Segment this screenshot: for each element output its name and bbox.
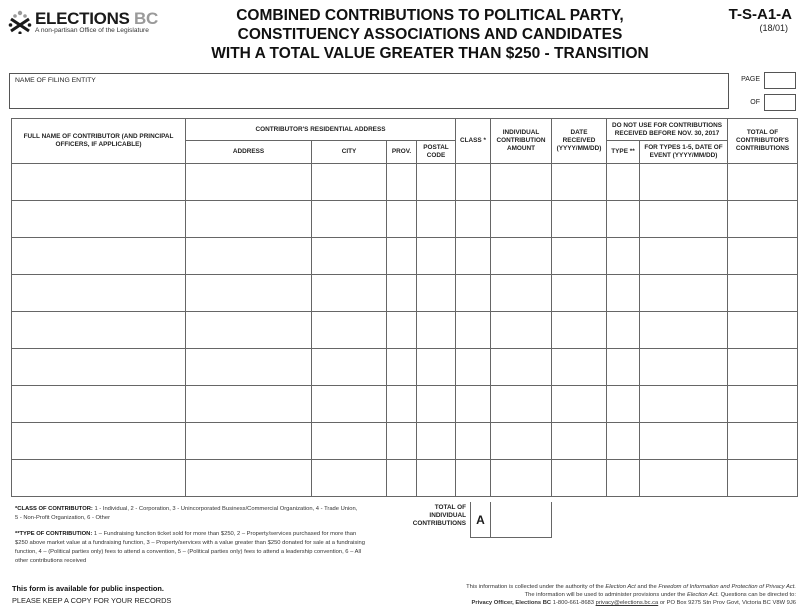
col-header-address: ADDRESS bbox=[186, 141, 312, 164]
table-row bbox=[12, 460, 798, 497]
cell-city[interactable] bbox=[312, 460, 387, 497]
cell-postal-code[interactable] bbox=[417, 201, 456, 238]
table-row bbox=[12, 238, 798, 275]
cell-prov[interactable] bbox=[387, 275, 417, 312]
cell-postal-code[interactable] bbox=[417, 423, 456, 460]
cell-total[interactable] bbox=[728, 460, 798, 497]
cell-postal-code[interactable] bbox=[417, 238, 456, 275]
cell-type[interactable] bbox=[607, 386, 640, 423]
cell-date-received[interactable] bbox=[552, 238, 607, 275]
cell-class[interactable] bbox=[456, 312, 491, 349]
cell-postal-code[interactable] bbox=[417, 386, 456, 423]
col-header-date-received: DATE RECEIVED (YYYY/MM/DD) bbox=[552, 119, 607, 164]
contributions-table bbox=[11, 118, 798, 497]
keep-copy-notice: PLEASE KEEP A COPY FOR YOUR RECORDS bbox=[12, 596, 172, 605]
cell-address[interactable] bbox=[186, 460, 312, 497]
cell-total[interactable] bbox=[728, 164, 798, 201]
col-header-amount: INDIVIDUAL CONTRIBUTION AMOUNT bbox=[491, 119, 552, 164]
cell-class[interactable] bbox=[456, 238, 491, 275]
cell-date-received[interactable] bbox=[552, 312, 607, 349]
filing-entity-label: NAME OF FILING ENTITY bbox=[15, 77, 96, 84]
cell-class[interactable] bbox=[456, 164, 491, 201]
col-header-class: CLASS * bbox=[456, 119, 491, 164]
total-individual-contributions-field[interactable] bbox=[490, 502, 552, 538]
cell-prov[interactable] bbox=[387, 460, 417, 497]
filing-entity-field[interactable] bbox=[9, 73, 729, 109]
table-row bbox=[12, 423, 798, 460]
cell-prov[interactable] bbox=[387, 423, 417, 460]
table-row bbox=[12, 312, 798, 349]
cell-address[interactable] bbox=[186, 275, 312, 312]
cell-date-received[interactable] bbox=[552, 386, 607, 423]
cell-event-date[interactable] bbox=[640, 201, 728, 238]
elections-bc-logo bbox=[8, 8, 208, 38]
cell-type[interactable] bbox=[607, 238, 640, 275]
table-row bbox=[12, 386, 798, 423]
cell-prov[interactable] bbox=[387, 349, 417, 386]
cell-address[interactable] bbox=[186, 349, 312, 386]
cell-full-name[interactable] bbox=[12, 423, 186, 460]
total-marker-a: A bbox=[470, 502, 491, 538]
cell-total[interactable] bbox=[728, 423, 798, 460]
cell-event-date[interactable] bbox=[640, 164, 728, 201]
col-header-event-date: FOR TYPES 1-5, DATE OF EVENT (YYYY/MM/DD) bbox=[640, 141, 728, 164]
cell-amount[interactable] bbox=[491, 460, 552, 497]
col-header-do-not-use-group: DO NOT USE FOR CONTRIBUTIONS RECEIVED BEFORE NOV. 30, 2017 bbox=[607, 119, 728, 141]
cell-address[interactable] bbox=[186, 386, 312, 423]
page-number-field[interactable] bbox=[764, 72, 796, 89]
cell-full-name[interactable] bbox=[12, 349, 186, 386]
cell-address[interactable] bbox=[186, 423, 312, 460]
cell-event-date[interactable] bbox=[640, 386, 728, 423]
privacy-phone: 1-800-661-8683 bbox=[551, 600, 596, 606]
cell-full-name[interactable] bbox=[12, 275, 186, 312]
col-header-full-name: FULL NAME OF CONTRIBUTOR (AND PRINCIPAL OFFICERS, IF APPLICABLE) bbox=[12, 119, 186, 164]
table-row bbox=[12, 275, 798, 312]
cell-date-received[interactable] bbox=[552, 349, 607, 386]
cell-date-received[interactable] bbox=[552, 201, 607, 238]
cell-address[interactable] bbox=[186, 164, 312, 201]
logo-wordmark: ELECTIONS BC bbox=[35, 9, 158, 28]
total-individual-contributions-label: TOTAL OF INDIVIDUAL CONTRIBUTIONS bbox=[412, 504, 466, 527]
cell-class[interactable] bbox=[456, 349, 491, 386]
cell-full-name[interactable] bbox=[12, 460, 186, 497]
cell-event-date[interactable] bbox=[640, 423, 728, 460]
col-header-prov: PROV. bbox=[387, 141, 417, 164]
type-of-contribution-note bbox=[15, 530, 370, 566]
class-note-text: 1 - Individual, 2 - Corporation, 3 - Unincorporated Business/Commercial Organization, 4 - Trade Union, 5 - Non-Profit Organization, 6 - Other bbox=[15, 506, 358, 521]
cell-postal-code[interactable] bbox=[417, 312, 456, 349]
cell-class[interactable] bbox=[456, 423, 491, 460]
cell-prov[interactable] bbox=[387, 164, 417, 201]
cell-city[interactable] bbox=[312, 164, 387, 201]
form-title-line-3: WITH A TOTAL VALUE GREATER THAN $250 - TRANSITION bbox=[211, 45, 649, 62]
cell-event-date[interactable] bbox=[640, 460, 728, 497]
cell-city[interactable] bbox=[312, 349, 387, 386]
cell-amount[interactable] bbox=[491, 201, 552, 238]
cell-postal-code[interactable] bbox=[417, 349, 456, 386]
form-title-line-2: CONSTITUENCY ASSOCIATIONS AND CANDIDATES bbox=[237, 26, 623, 43]
cell-address[interactable] bbox=[186, 238, 312, 275]
cell-amount[interactable] bbox=[491, 312, 552, 349]
cell-address[interactable] bbox=[186, 201, 312, 238]
cell-prov[interactable] bbox=[387, 201, 417, 238]
cell-date-received[interactable] bbox=[552, 423, 607, 460]
privacy-notice bbox=[466, 583, 796, 607]
cell-class[interactable] bbox=[456, 460, 491, 497]
cell-type[interactable] bbox=[607, 423, 640, 460]
cell-amount[interactable] bbox=[491, 275, 552, 312]
cell-type[interactable] bbox=[607, 349, 640, 386]
of-label: OF bbox=[750, 99, 760, 106]
cell-city[interactable] bbox=[312, 312, 387, 349]
cell-prov[interactable] bbox=[387, 238, 417, 275]
cell-type[interactable] bbox=[607, 201, 640, 238]
privacy-line-3 bbox=[466, 599, 796, 607]
privacy-line-2: The information will be used to administer provisions under the Election Act. Questions can be directed to: bbox=[524, 592, 796, 598]
col-header-total: TOTAL OF CONTRIBUTOR'S CONTRIBUTIONS bbox=[728, 119, 798, 164]
cell-postal-code[interactable] bbox=[417, 275, 456, 312]
form-version: (18/01) bbox=[759, 23, 788, 33]
cell-full-name[interactable] bbox=[12, 238, 186, 275]
type-note-title: **TYPE OF CONTRIBUTION: bbox=[15, 531, 93, 537]
form-title bbox=[210, 6, 650, 63]
cell-city[interactable] bbox=[312, 238, 387, 275]
cell-prov[interactable] bbox=[387, 386, 417, 423]
cell-date-received[interactable] bbox=[552, 460, 607, 497]
cell-event-date[interactable] bbox=[640, 349, 728, 386]
cell-class[interactable] bbox=[456, 275, 491, 312]
cell-postal-code[interactable] bbox=[417, 460, 456, 497]
elections-bc-emblem-icon bbox=[8, 10, 32, 34]
cell-full-name[interactable] bbox=[12, 164, 186, 201]
cell-type[interactable] bbox=[607, 460, 640, 497]
col-header-city: CITY bbox=[312, 141, 387, 164]
page-total-field[interactable] bbox=[764, 94, 796, 111]
cell-total[interactable] bbox=[728, 201, 798, 238]
cell-prov[interactable] bbox=[387, 312, 417, 349]
cell-amount[interactable] bbox=[491, 423, 552, 460]
col-header-address-group: CONTRIBUTOR'S RESIDENTIAL ADDRESS bbox=[186, 119, 456, 141]
col-header-postal-code: POSTAL CODE bbox=[417, 141, 456, 164]
cell-amount[interactable] bbox=[491, 386, 552, 423]
cell-city[interactable] bbox=[312, 275, 387, 312]
cell-total[interactable] bbox=[728, 275, 798, 312]
privacy-officer-label: Privacy Officer, Elections BC bbox=[471, 600, 552, 606]
privacy-email-link[interactable]: privacy@elections.bc.ca bbox=[595, 600, 659, 606]
cell-event-date[interactable] bbox=[640, 312, 728, 349]
cell-class[interactable] bbox=[456, 201, 491, 238]
logo-tagline: A non-partisan Office of the Legislature bbox=[35, 27, 149, 34]
cell-city[interactable] bbox=[312, 423, 387, 460]
cell-event-date[interactable] bbox=[640, 238, 728, 275]
cell-class[interactable] bbox=[456, 386, 491, 423]
cell-address[interactable] bbox=[186, 312, 312, 349]
form-number: T-S-A1-A bbox=[728, 6, 792, 23]
cell-total[interactable] bbox=[728, 349, 798, 386]
table-row bbox=[12, 201, 798, 238]
cell-full-name[interactable] bbox=[12, 201, 186, 238]
page-label: PAGE bbox=[741, 76, 760, 83]
cell-city[interactable] bbox=[312, 386, 387, 423]
cell-amount[interactable] bbox=[491, 164, 552, 201]
cell-total[interactable] bbox=[728, 312, 798, 349]
cell-type[interactable] bbox=[607, 164, 640, 201]
privacy-line-1: This information is collected under the authority of the Election Act and the Freedom of Information and Protection of Privacy Act. bbox=[466, 584, 796, 590]
cell-full-name[interactable] bbox=[12, 386, 186, 423]
class-note-title: *CLASS OF CONTRIBUTOR: bbox=[15, 506, 93, 512]
public-inspection-notice: This form is available for public inspection. bbox=[12, 584, 164, 593]
cell-amount[interactable] bbox=[491, 238, 552, 275]
cell-type[interactable] bbox=[607, 275, 640, 312]
table-row bbox=[12, 349, 798, 386]
cell-postal-code[interactable] bbox=[417, 164, 456, 201]
cell-type[interactable] bbox=[607, 312, 640, 349]
cell-event-date[interactable] bbox=[640, 275, 728, 312]
class-of-contributor-note bbox=[15, 505, 360, 523]
col-header-type: TYPE ** bbox=[607, 141, 640, 164]
cell-total[interactable] bbox=[728, 386, 798, 423]
type-note-text: 1 – Fundraising function ticket sold for more than $250, 2 – Property/services purchased for more than $250 above market value at a fundraising function, 3 – Property/services with a value greater than $250 donated for sale at a fundraising function, 4 – (Political parties only) fees to attend a convention, 5 – (Political parties only) fees to attend a leadership convention, 6 – All other contributions received bbox=[15, 531, 365, 564]
table-row bbox=[12, 164, 798, 201]
cell-date-received[interactable] bbox=[552, 164, 607, 201]
cell-date-received[interactable] bbox=[552, 275, 607, 312]
cell-city[interactable] bbox=[312, 201, 387, 238]
cell-amount[interactable] bbox=[491, 349, 552, 386]
form-title-line-1: COMBINED CONTRIBUTIONS TO POLITICAL PARTY, bbox=[236, 7, 624, 24]
cell-full-name[interactable] bbox=[12, 312, 186, 349]
privacy-mailing-address: or PO Box 9275 Stn Prov Govt, Victoria BC V8W 9J6 bbox=[658, 600, 796, 606]
cell-total[interactable] bbox=[728, 238, 798, 275]
